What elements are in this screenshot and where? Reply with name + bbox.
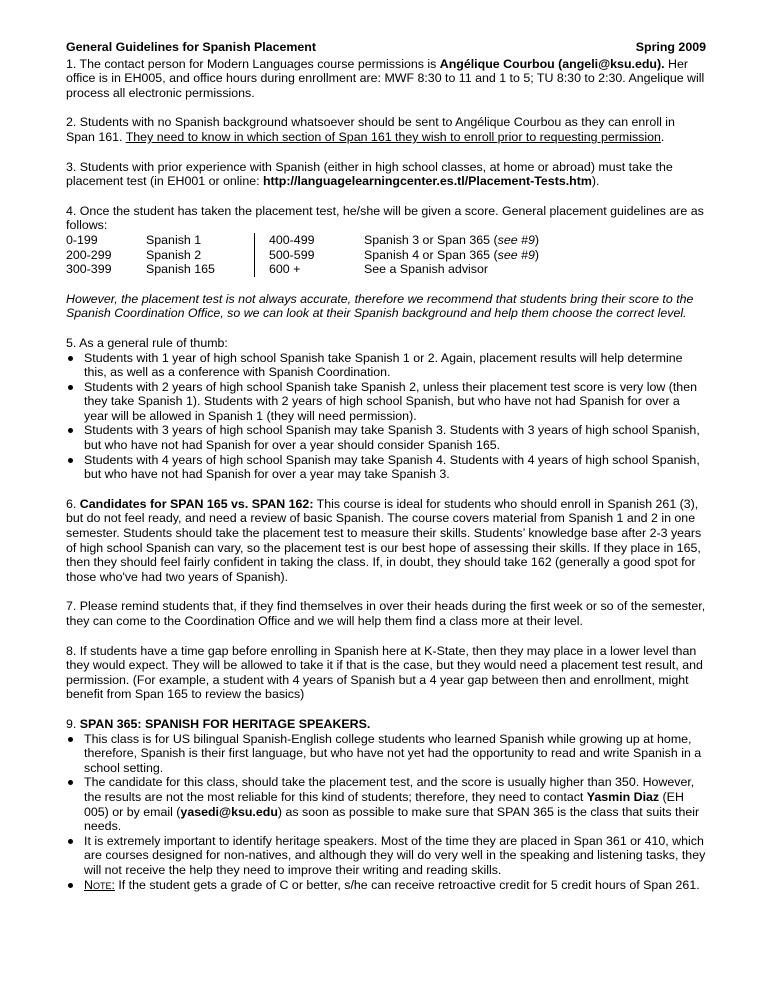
section-4-intro: 4. Once the student has taken the placement test, he/she will be given a score. General placement guidelines are as follows: <box>66 203 704 233</box>
heritage-item-text: If the student gets a grade of C or better, s/he can receive retroactive credit for 5 credit hours of Span 261. <box>114 877 700 892</box>
heritage-item-text: ) as soon as possible to make sure that SPAN 365 is the class that suits their needs. <box>84 804 700 834</box>
section-9-title <box>66 717 706 732</box>
placement-test-link[interactable]: http://languagelearningcenter.es.tl/Placement-Tests.htm <box>262 174 592 189</box>
coordinator-name: Yasmin Diaz <box>586 789 660 804</box>
section-4 <box>66 204 706 277</box>
placement-table <box>66 233 539 277</box>
heritage-item-text: This class is for US bilingual Spanish-English college students who learned Spanish while growing up at home, therefore, Spanish is their first language, but who have not yet had the opportunity to read and write Spanish in a school setting. <box>84 731 702 775</box>
list-item <box>66 775 706 833</box>
table-row <box>66 262 539 277</box>
list-item: Students with 1 year of high school Spanish take Spanish 1 or 2. Again, placement results will help determine this, as well as a conference with Spanish Coordination. <box>66 351 706 380</box>
list-item <box>66 732 706 776</box>
section-2-text: 2. Students with no Spanish background whatsoever should be sent to Angélique Courbou as they can enroll in Span 161. <box>66 115 675 144</box>
section-1-text-cont: Her office is in EH005, and office hours during enrollment are: MWF 8:30 to 11 and 1 to 5; TU 8:30 to 2:30. Angelique will process all electronic permissions. <box>66 56 705 100</box>
heritage-item-text: It is extremely important to identify heritage speakers. Most of the time they are placed in Span 361 or 410, which are courses designed for non-natives, and although they will do very well in the speaking and listening tasks, they will not receive the help they need to improve their writing and reading skills. <box>84 833 706 877</box>
score-range: 0-199 <box>66 232 98 247</box>
table-row <box>66 248 539 263</box>
table-row <box>66 233 539 248</box>
section-6-number: 6. <box>66 496 80 511</box>
course-ref: see #9 <box>497 232 535 247</box>
section-2 <box>66 115 706 144</box>
score-range: 500-599 <box>255 248 365 263</box>
section-9-heading: SPAN 365: SPANISH FOR HERITAGE SPEAKERS. <box>79 716 371 731</box>
score-range: 200-299 <box>66 247 112 262</box>
course: Spanish 165 <box>146 262 215 277</box>
list-item: Students with 2 years of high school Spanish take Spanish 2, unless their placement test score is very low (then they take Spanish 1). Students with 2 years of high school Spanish, but who have not had Spanish for over a year will be allowed in Spanish 1 (they will need permission). <box>66 380 706 424</box>
placement-note: However, the placement test is not always accurate, therefore we recommend that students bring their score to the Spanish Coordination Office, so we can look at their Spanish background and help them choose the correct level. <box>66 291 694 321</box>
course <box>364 262 539 277</box>
section-6-heading: Candidates for SPAN 165 vs. SPAN 162: <box>79 496 314 511</box>
section-2-end: . <box>660 129 665 144</box>
score-range: 600 + <box>255 262 365 277</box>
contact-name: Angélique Courbou (angeli@ksu.edu). <box>439 56 665 71</box>
course: Spanish 2 <box>146 247 202 262</box>
rule-of-thumb-list <box>66 351 706 482</box>
score-range: 300-399 <box>66 262 112 277</box>
course-text: Spanish 4 or Span 365 ( <box>364 247 498 262</box>
course <box>364 248 539 263</box>
list-item: Students with 3 years of high school Spanish may take Spanish 3. Students with 3 years of high school Spanish, but who have not had Spanish for over a year should consider Spanish 165. <box>66 423 706 452</box>
section-6 <box>66 497 706 585</box>
course: Spanish 1 <box>146 232 202 247</box>
list-item: Students with 4 years of high school Spanish may take Spanish 4. Students with 4 years of high school Spanish, but who have not had Spanish for over a year may take Spanish 3. <box>66 453 706 482</box>
section-6-text: This course is ideal for students who should enroll in Spanish 261 (3), but do not feel ready, and need a review of basic Spanish. The course covers material from Spanish 1 and 2 in one semester. Students should take the placement test to measure their skills. Students’ knowledge base after 2-3 years of high school Spanish can vary, so the placement test is our best hope of assessing their skills. If they place in 165, then they should feel fairly confident in taking the class. If, in doubt, they should take 162 (generally a good spot for those who've had two years of Spanish). <box>66 496 702 584</box>
section-9-number: 9. <box>66 716 80 731</box>
course-text: Spanish 3 or Span 365 ( <box>364 232 498 247</box>
course-text-end: ) <box>534 247 539 262</box>
course-ref: see #9 <box>497 247 535 262</box>
document-header <box>66 40 706 55</box>
list-item <box>66 878 706 893</box>
note-label: Note: <box>84 877 115 892</box>
coordinator-email[interactable]: yasedi@ksu.edu <box>180 804 278 819</box>
section-8: 8. If students have a time gap before enrolling in Spanish here at K-State, then they may place in a lower level than they would expect. They will be allowed to take it if that is the case, but they would need a placement test result, and permission. (For example, a student with 4 years of Spanish but a 4 year gap between then and enrollment, might benefit from Span 165 to review the basics) <box>66 643 703 702</box>
list-item <box>66 834 706 878</box>
section-7: 7. Please remind students that, if they find themselves in over their heads during the first week or so of the semester, they can come to the Coordination Office and we will help them find a class more at their level. <box>66 599 706 628</box>
section-5-intro: 5. As a general rule of thumb: <box>66 335 228 350</box>
score-range: 400-499 <box>255 233 365 248</box>
section-3-text: 3. Students with prior experience with Spanish (either in high school classes, at home or abroad) must take the placement test (in EH001 or online: <box>66 159 673 189</box>
heritage-item-text: The candidate for this class, should take the placement test, and the score is usually higher than 350. However, the results are not the most reliable for this kind of students; therefore, they need to contact <box>84 775 695 804</box>
course-text-end: ) <box>534 232 539 247</box>
heritage-list <box>66 732 706 893</box>
document-title: General Guidelines for Spanish Placement <box>66 40 316 54</box>
section-5 <box>66 336 706 482</box>
section-1-text: 1. The contact person for Modern Languages course permissions is <box>66 56 440 71</box>
section-2-underlined: They need to know in which section of Span 161 they wish to enroll prior to requesting permission <box>125 129 661 144</box>
course-text: See a Spanish advisor <box>364 262 488 277</box>
section-3 <box>66 160 706 189</box>
heritage-item-text: (EH 005) or by email ( <box>84 789 684 819</box>
section-9 <box>66 717 706 892</box>
section-1 <box>66 57 706 101</box>
course <box>364 233 539 248</box>
term-label: Spring 2009 <box>635 40 706 54</box>
section-3-end: ). <box>591 174 600 189</box>
